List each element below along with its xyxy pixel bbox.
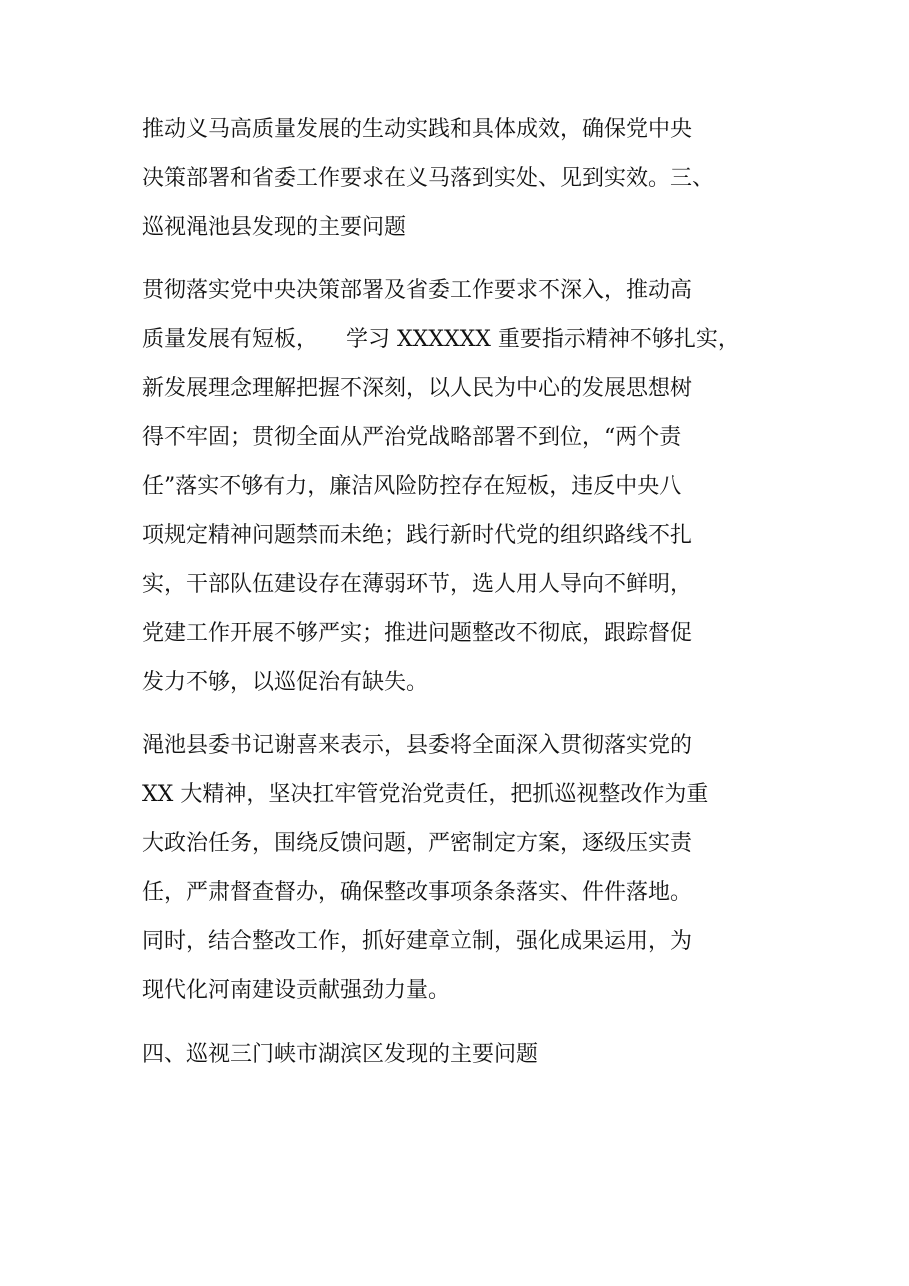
text-line: 发力不够，以巡促治有缺失。 (142, 670, 429, 695)
text-line: 质量发展有短板， 学习 XXXXXX 重要指示精神不够扎实， (142, 327, 740, 352)
text-line: 新发展理念理解把握不深刻，以人民为中心的发展思想树 (142, 376, 693, 401)
text-line: 贯彻落实党中央决策部署及省委工作要求不深入，推动高 (142, 278, 693, 303)
text-line: 任”落实不够有力，廉洁风险防控存在短板，违反中央八 (142, 474, 682, 499)
text-line: 大政治任务，围绕反馈问题，严密制定方案，逐级压实责 (142, 831, 693, 856)
text-line: 得不牢固；贯彻全面从严治党战略部署不到位，“两个责 (142, 425, 682, 450)
text-line: 巡视渑池县发现的主要问题 (142, 215, 407, 240)
section-heading-hubin (142, 1030, 782, 1079)
text-line: 现代化河南建设贡献强劲力量。 (142, 978, 451, 1003)
paragraph-yima-effect (142, 105, 782, 252)
text-line: 任，严肃督查督办，确保整改事项条条落实、件件落地。 (142, 880, 693, 905)
text-line: 同时，结合整改工作，抓好建章立制，强化成果运用，为 (142, 929, 693, 954)
text-line: 实，干部队伍建设存在薄弱环节，选人用人导向不鲜明， (142, 572, 693, 597)
text-line: 推动义马高质量发展的生动实践和具体成效，确保党中央 (142, 117, 693, 142)
text-line: 党建工作开展不够严实；推进问题整改不彻底，跟踪督促 (142, 621, 693, 646)
text-line: 决策部署和省委工作要求在义马落到实处、见到实效。三、 (142, 166, 715, 191)
paragraph-mianchi-problems (142, 266, 782, 707)
text-line: XX 大精神，坚决扛牢管党治党责任，把抓巡视整改作为重 (142, 782, 709, 807)
paragraph-secretary-statement (142, 721, 782, 1015)
text-line: 四、巡视三门峡市湖滨区发现的主要问题 (142, 1042, 539, 1067)
text-line: 渑池县委书记谢喜来表示，县委将全面深入贯彻落实党的 (142, 733, 693, 758)
text-line: 项规定精神问题禁而未绝；践行新时代党的组织路线不扎 (142, 523, 693, 548)
